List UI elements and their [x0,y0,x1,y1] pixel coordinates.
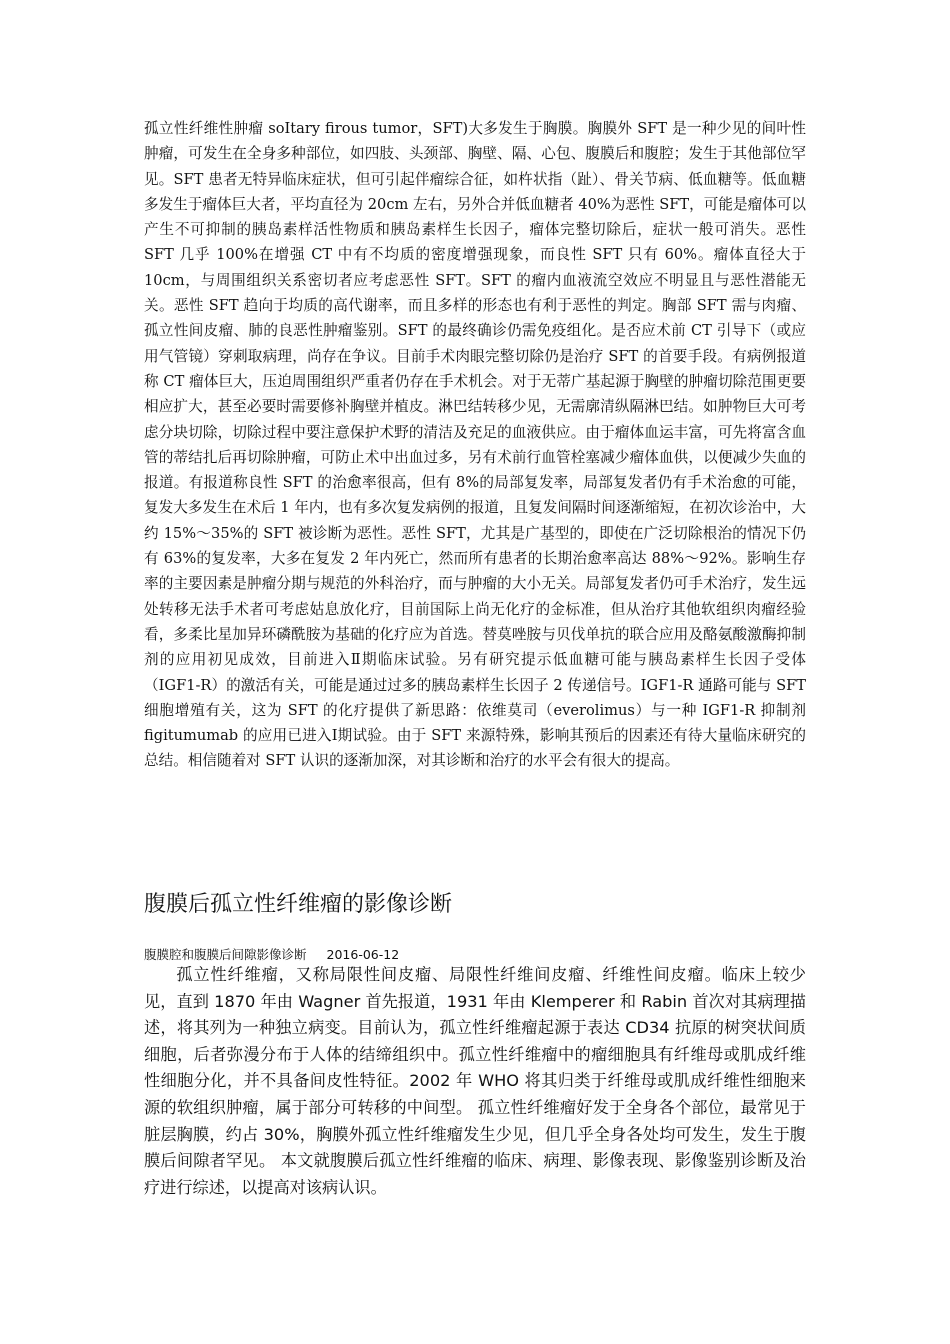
article-intro-paragraph: 孤立性纤维瘤，又称局限性间皮瘤、局限性纤维间皮瘤、纤维性间皮瘤。临床上较少见，直到 1870 年由 Wagner 首先报道，1931 年由 Klemperer 和 Rabin 首次对其病理描述，将其列为一种独立病变。目前认为，孤立性纤维瘤起源于表达 CD34 抗原的树突状间质细胞，后者弥漫分布于人体的结缔组织中。孤立性纤维瘤中的瘤细胞具有纤维母或肌成纤维性细胞分化，并不具备间皮性特征。2002 年 WHO 将其归类于纤维母或肌成纤维性细胞来源的软组织肿瘤，属于部分可转移的中间型。 孤立性纤维瘤好发于全身各个部位，最常见于脏层胸膜，约占 30%，胸膜外孤立性纤维瘤发生少见，但几乎全身各处均可发生，发生于腹膜后间隙者罕见。 本文就腹膜后孤立性纤维瘤的临床、病理、影像表现、影像鉴别诊断及治疗进行综述，以提高对该病认识。 [144,965,806,1197]
article-source: 腹膜腔和腹膜后间隙影像诊断 [144,947,307,962]
article-date: 2016-06-12 [326,947,400,962]
article-title: 腹膜后孤立性纤维瘤的影像诊断 [144,892,453,917]
article-body-paragraph: 孤立性纤维性肿瘤 soItary firous tumor，SFT)大多发生于胸膜。胸膜外 SFT 是一种少见的间叶性肿瘤，可发生在全身多种部位，如四肢、头颈部、胸壁、隔、心包、腹膜后和腹腔；发生于其他部位罕见。SFT 患者无特异临床症状，但可引起伴瘤综合征，如杵状指（趾）、骨关节病、低血糖等。低血糖多发生于瘤体巨大者，平均直径为 20cm 左右，另外合并低血糖者 40%为恶性 SFT，可能是瘤体可以产生不可抑制的胰岛素样活性物质和胰岛素样生长因子，瘤体完整切除后，症状一般可消失。恶性 SFT 几乎 100%在增强 CT 中有不均质的密度增强现象，而良性 SFT 只有 60%。瘤体直径大于 10cm，与周围组织关系密切者应考虑恶性 SFT。SFT 的瘤内血液流空效应不明显且与恶性潜能无关。恶性 SFT 趋向于均质的高代谢率，而且多样的形态也有利于恶性的判定。胸部 SFT 需与肉瘤、孤立性间皮瘤、肺的良恶性肿瘤鉴别。SFT 的最终确诊仍需免疫组化。是否应术前 CT 引导下（或应用气管镜）穿刺取病理，尚存在争议。目前手术肉眼完整切除仍是治疗 SFT 的首要手段。有病例报道称 CT 瘤体巨大，压迫周围组织严重者仍存在手术机会。对于无蒂广基起源于胸壁的肿瘤切除范围更要相应扩大，甚至必要时需要修补胸壁并植皮。淋巴结转移少见，无需廓清纵隔淋巴结。如肿物巨大可考虑分块切除，切除过程中要注意保护术野的清洁及充足的血液供应。由于瘤体血运丰富，可先将富含血管的蒂结扎后再切除肿瘤，可防止术中出血过多，另有术前行血管栓塞减少瘤体血供，以便减少失血的报道。有报道称良性 SFT 的治愈率很高，但有 8%的局部复发率，局部复发者仍有手术治愈的可能，复发大多发生在术后 1 年内，也有多次复发病例的报道，且复发间隔时间逐渐缩短，在初次诊治中，大约 15%～35%的 SFT 被诊断为恶性。恶性 SFT，尤其是广基型的，即使在广泛切除根治的情况下仍有 63%的复发率，大多在复发 2 年内死亡，然而所有患者的长期治愈率高达 88%～92%。影响生存率的主要因素是肿瘤分期与规范的外科治疗，而与肿瘤的大小无关。局部复发者仍可手术治疗，发生远处转移无法手术者可考虑姑息放化疗，目前国际上尚无化疗的金标准，但从治疗其他软组织肉瘤经验看，多柔比星加异环磷酰胺为基础的化疗应为首选。替莫唑胺与贝伐单抗的联合应用及酪氨酸激酶抑制剂的应用初见成效，目前进入Ⅱ期临床试验。另有研究提示低血糖可能与胰岛素样生长因子受体（IGF1-R）的激活有关，可能是通过过多的胰岛素样生长因子 2 传递信号。IGF1-R 通路可能与 SFT 细胞增殖有关，这为 SFT 的化疗提供了新思路：依维莫司（everolimus）与一种 IGF1-R 抑制剂 figitumumab 的应用已进入Ⅰ期试验。由于 SFT 来源特殊，影响其预后的因素还有待大量临床研究的总结。相信随着对 SFT 认识的逐渐加深，对其诊断和治疗的水平会有很大的提高。 [144,120,806,770]
